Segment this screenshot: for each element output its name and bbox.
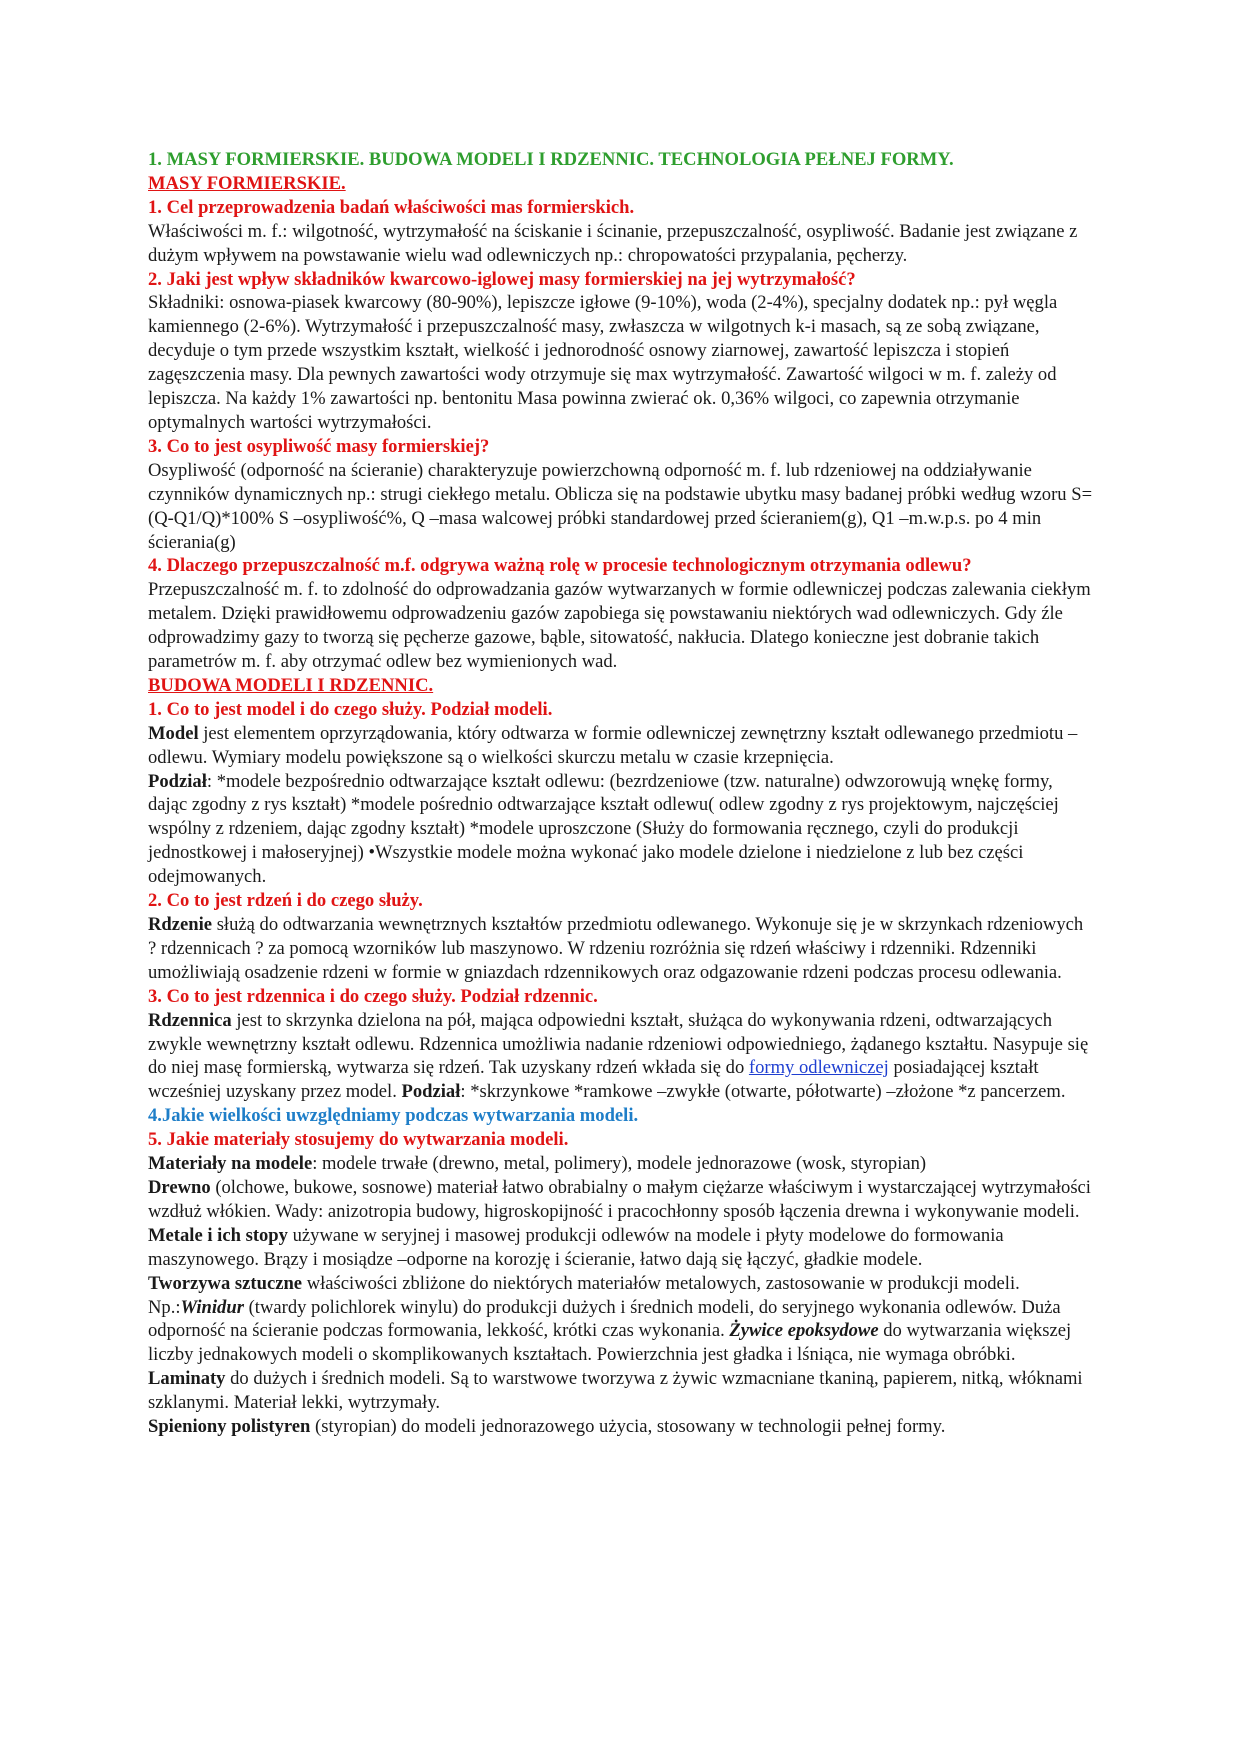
term-zywice: Żywice epoksydowe — [729, 1320, 879, 1342]
text-metale: używane w seryjnej i masowej produkcji odlewów na modele i płyty modelowe do formowania maszynowego. Brązy i mosiądze –odporne na korozję i ścieranie, łatwo dają się łączyć, gładkie modele. — [148, 1224, 1004, 1270]
question-3: 3. Co to jest osypliwość masy formierskiej? — [148, 435, 490, 457]
term-podzial: Podział — [148, 770, 207, 792]
question-4: 4. Dlaczego przepuszczalność m.f. odgrywa ważną rolę w procesie technologicznym otrzymania odlewu? — [148, 555, 972, 577]
document-page — [148, 148, 1096, 1439]
term-podzial-rdzennic: Podział — [401, 1081, 461, 1103]
text-tworzywa-a: właściwości zbliżone do niektórych materiałów metalowych, zastosowanie w produkcji modeli. Np.: — [148, 1272, 1020, 1318]
question-rdzen: 2. Co to jest rdzeń i do czego służy. — [148, 890, 423, 912]
text-podzial: : *modele bezpośrednio odtwarzające kształt odlewu: (bezrdzeniowe (tzw. naturalne) odwzorowują wnękę formy, dając zgodny z rys kształt) *modele pośrednio odtwarzające kształt odlewu( odlew zgodny z rys projektowym, najczęściej wspólny z rdzeniem, dając zgodny kształt) *modele uproszczone (Służy do formowania ręcznego, czyli do produkcji jednostkowej i małoseryjnej) •Wszystkie modele można wykonać jako modele dzielone i niedzielone z lub bez części odejmowanych. — [148, 770, 1059, 888]
term-rdzenie: Rdzenie — [148, 914, 213, 935]
term-model: Model — [148, 722, 199, 744]
text-drewno: (olchowe, bukowe, sosnowe) materiał łatwo obrabialny o małym ciężarze właściwym i wystarczającej wytrzymałości wzdłuż włókien. Wady: anizotropia budowy, higroskopijność i pracochłonny sposób łączenia drewna i wykonywanie modeli. — [148, 1176, 1091, 1222]
term-materialy: Materiały na modele — [148, 1153, 313, 1175]
answer-polistyren — [148, 1415, 1096, 1439]
section-heading-budowa: BUDOWA MODELI I RDZENNIC. — [148, 674, 434, 696]
answer-model-division — [148, 770, 1096, 890]
term-rdzennica: Rdzennica — [148, 1009, 232, 1031]
question-materialy: 5. Jakie materiały stosujemy do wytwarzania modeli. — [148, 1129, 569, 1151]
link-formy-odlewniczej[interactable]: formy odlewniczej — [748, 1057, 889, 1079]
text-rdzennica-b: posiadającej kształt wcześniej uzyskany przez model. — [148, 1057, 1039, 1103]
text-tworzywa-c: do wytwarzania większej liczby jednakowych modeli o skomplikowanych kształtach. Powierzchnia jest gładka i lśniąca, nie wymaga obróbki. — [148, 1320, 1072, 1366]
question-1: 1. Cel przeprowadzenia badań właściwości mas formierskich. — [148, 196, 635, 218]
document-title: 1. MASY FORMIERSKIE. BUDOWA MODELI I RDZENNIC. TECHNOLOGIA PEŁNEJ FORMY. — [148, 149, 954, 170]
question-wielkosci: 4.Jakie wielkości uwzględniamy podczas wytwarzania modeli. — [148, 1105, 639, 1127]
text-materialy: : modele trwałe (drewno, metal, polimery), modele jednorazowe (wosk, styropian) — [312, 1153, 927, 1175]
answer-3: Osypliwość (odporność na ścieranie) charakteryzuje powierzchowną odporność m. f. lub rdzeniowej na oddziaływanie czynników dynamicznych np.: strugi ciekłego metalu. Oblicza się na podstawie ubytku masy badanej próbki według wzoru S=(Q-Q1/Q)*100% S –osypliwość%, Q –masa walcowej próbki standardowej przed ścieraniem(g), Q1 –m.w.p.s. po 4 min ścierania(g) — [148, 459, 1093, 553]
answer-model-definition — [148, 722, 1096, 770]
term-metale: Metale i ich stopy — [148, 1224, 288, 1246]
answer-1: Właściwości m. f.: wilgotność, wytrzymałość na ściskanie i ścinanie, przepuszczalność, osypliwość. Badanie jest związane z dużym wpływem na powstawanie wielu wad odlewniczych np.: chropowatości przypalania, pęcherzy. — [148, 220, 1078, 266]
question-rdzennica: 3. Co to jest rdzennica i do czego służy. Podział rdzennic. — [148, 985, 598, 1007]
text-tworzywa-b: (twardy polichlorek winylu) do produkcji dużych i średnich modeli, do seryjnego wykonania odlewów. Duża odporność na ścieranie podczas formowania, lekkość, krótki czas wykonania. — [148, 1296, 1061, 1342]
answer-2: Składniki: osnowa-piasek kwarcowy (80-90%), lepiszcze igłowe (9-10%), woda (2-4%), specjalny dodatek np.: pył węgla kamiennego (2-6%). Wytrzymałość i przepuszczalność masy, zwłaszcza w wilgotnych k-i masach, są ze sobą związane, decyduje o tym przede wszystkim kształt, wielkość i jednorodność osnowy ziarnowej, zawartość lepiszcza i stopień zagęszczenia masy. Dla pewnych zawartości wody otrzymuje się max wytrzymałość. Zawartość wilgoci w m. f. zależy od lepiszcza. Na każdy 1% zawartości np. bentonitu Masa powinna zwierać ok. 0,36% wilgoci, co zapewnia otrzymanie optymalnych wartości wytrzymałości. — [148, 292, 1058, 433]
question-model: 1. Co to jest model i do czego służy. Podział modeli. — [148, 698, 553, 720]
text-laminaty: do dużych i średnich modeli. Są to warstwowe tworzywa z żywic wzmacniane tkaniną, papierem, nitką, włóknami szklanymi. Materiał lekki, wytrzymały. — [148, 1368, 1083, 1414]
text-rdzennica-c: : *skrzynkowe *ramkowe –zwykłe (otwarte, półotwarte) –złożone *z pancerzem. — [460, 1081, 1066, 1103]
section-heading-masy: MASY FORMIERSKIE. — [148, 172, 346, 194]
text-model: jest elementem oprzyrządowania, który odtwarza w formie odlewniczej zewnętrzny kształt odlewanego przedmiotu –odlewu. Wymiary modelu powiększone są o wielkości skurczu metalu w czasie krzepnięcia. — [148, 722, 1078, 768]
term-laminaty: Laminaty — [148, 1368, 226, 1390]
term-tworzywa: Tworzywa sztuczne — [148, 1272, 303, 1294]
answer-rdzen — [148, 913, 1096, 985]
text-rdzenie: służą do odtwarzania wewnętrznych kształtów przedmiotu odlewanego. Wykonuje się je w skrzynkach rdzeniowych ? rdzennicach ? za pomocą wzorników lub maszynowo. W rdzeniu rozróżnia się rdzeń właściwy i rdzenniki. Rdzenniki umożliwiają osadzenie rdzeni w formie w gniazdach rdzennikowych oraz odgazowanie rdzeni podczas procesu odlewania. — [148, 914, 1084, 983]
answer-materialy — [148, 1152, 1096, 1176]
answer-drewno — [148, 1176, 1096, 1224]
answer-tworzywa — [148, 1272, 1096, 1368]
answer-metale — [148, 1224, 1096, 1272]
text-polistyren: (styropian) do modeli jednorazowego użycia, stosowany w technologii pełnej formy. — [310, 1416, 946, 1438]
term-polistyren: Spieniony polistyren — [148, 1416, 311, 1438]
answer-4: Przepuszczalność m. f. to zdolność do odprowadzania gazów wytwarzanych w formie odlewniczej podczas zalewania ciekłym metalem. Dzięki prawidłowemu odprowadzeniu gazów zapobiega się powstawaniu niektórych wad odlewniczych. Gdy źle odprowadzimy gazy to tworzą się pęcherze gazowe, bąble, sitowatość, nakłucia. Dlatego konieczne jest dobranie takich parametrów m. f. aby otrzymać odlew bez wymienionych wad. — [148, 579, 1091, 673]
answer-rdzennica — [148, 1009, 1096, 1105]
answer-laminaty — [148, 1367, 1096, 1415]
question-2: 2. Jaki jest wpływ składników kwarcowo-iglowej masy formierskiej na jej wytrzymałość? — [148, 268, 856, 290]
term-winidur: Winidur — [180, 1296, 244, 1318]
text-rdzennica-a: jest to skrzynka dzielona na pół, mająca odpowiedni kształt, służąca do wykonywania rdzeni, odtwarzających zwykle wewnętrzny kształt odlewu. Rdzennica umożliwia nadanie rdzeniowi odpowiedniego, żądanego kształtu. Nasypuje się do niej masę formierską, wytwarza się rdzeń. Tak uzyskany rdzeń wkłada się do — [148, 1009, 1089, 1079]
term-drewno: Drewno — [148, 1176, 211, 1198]
